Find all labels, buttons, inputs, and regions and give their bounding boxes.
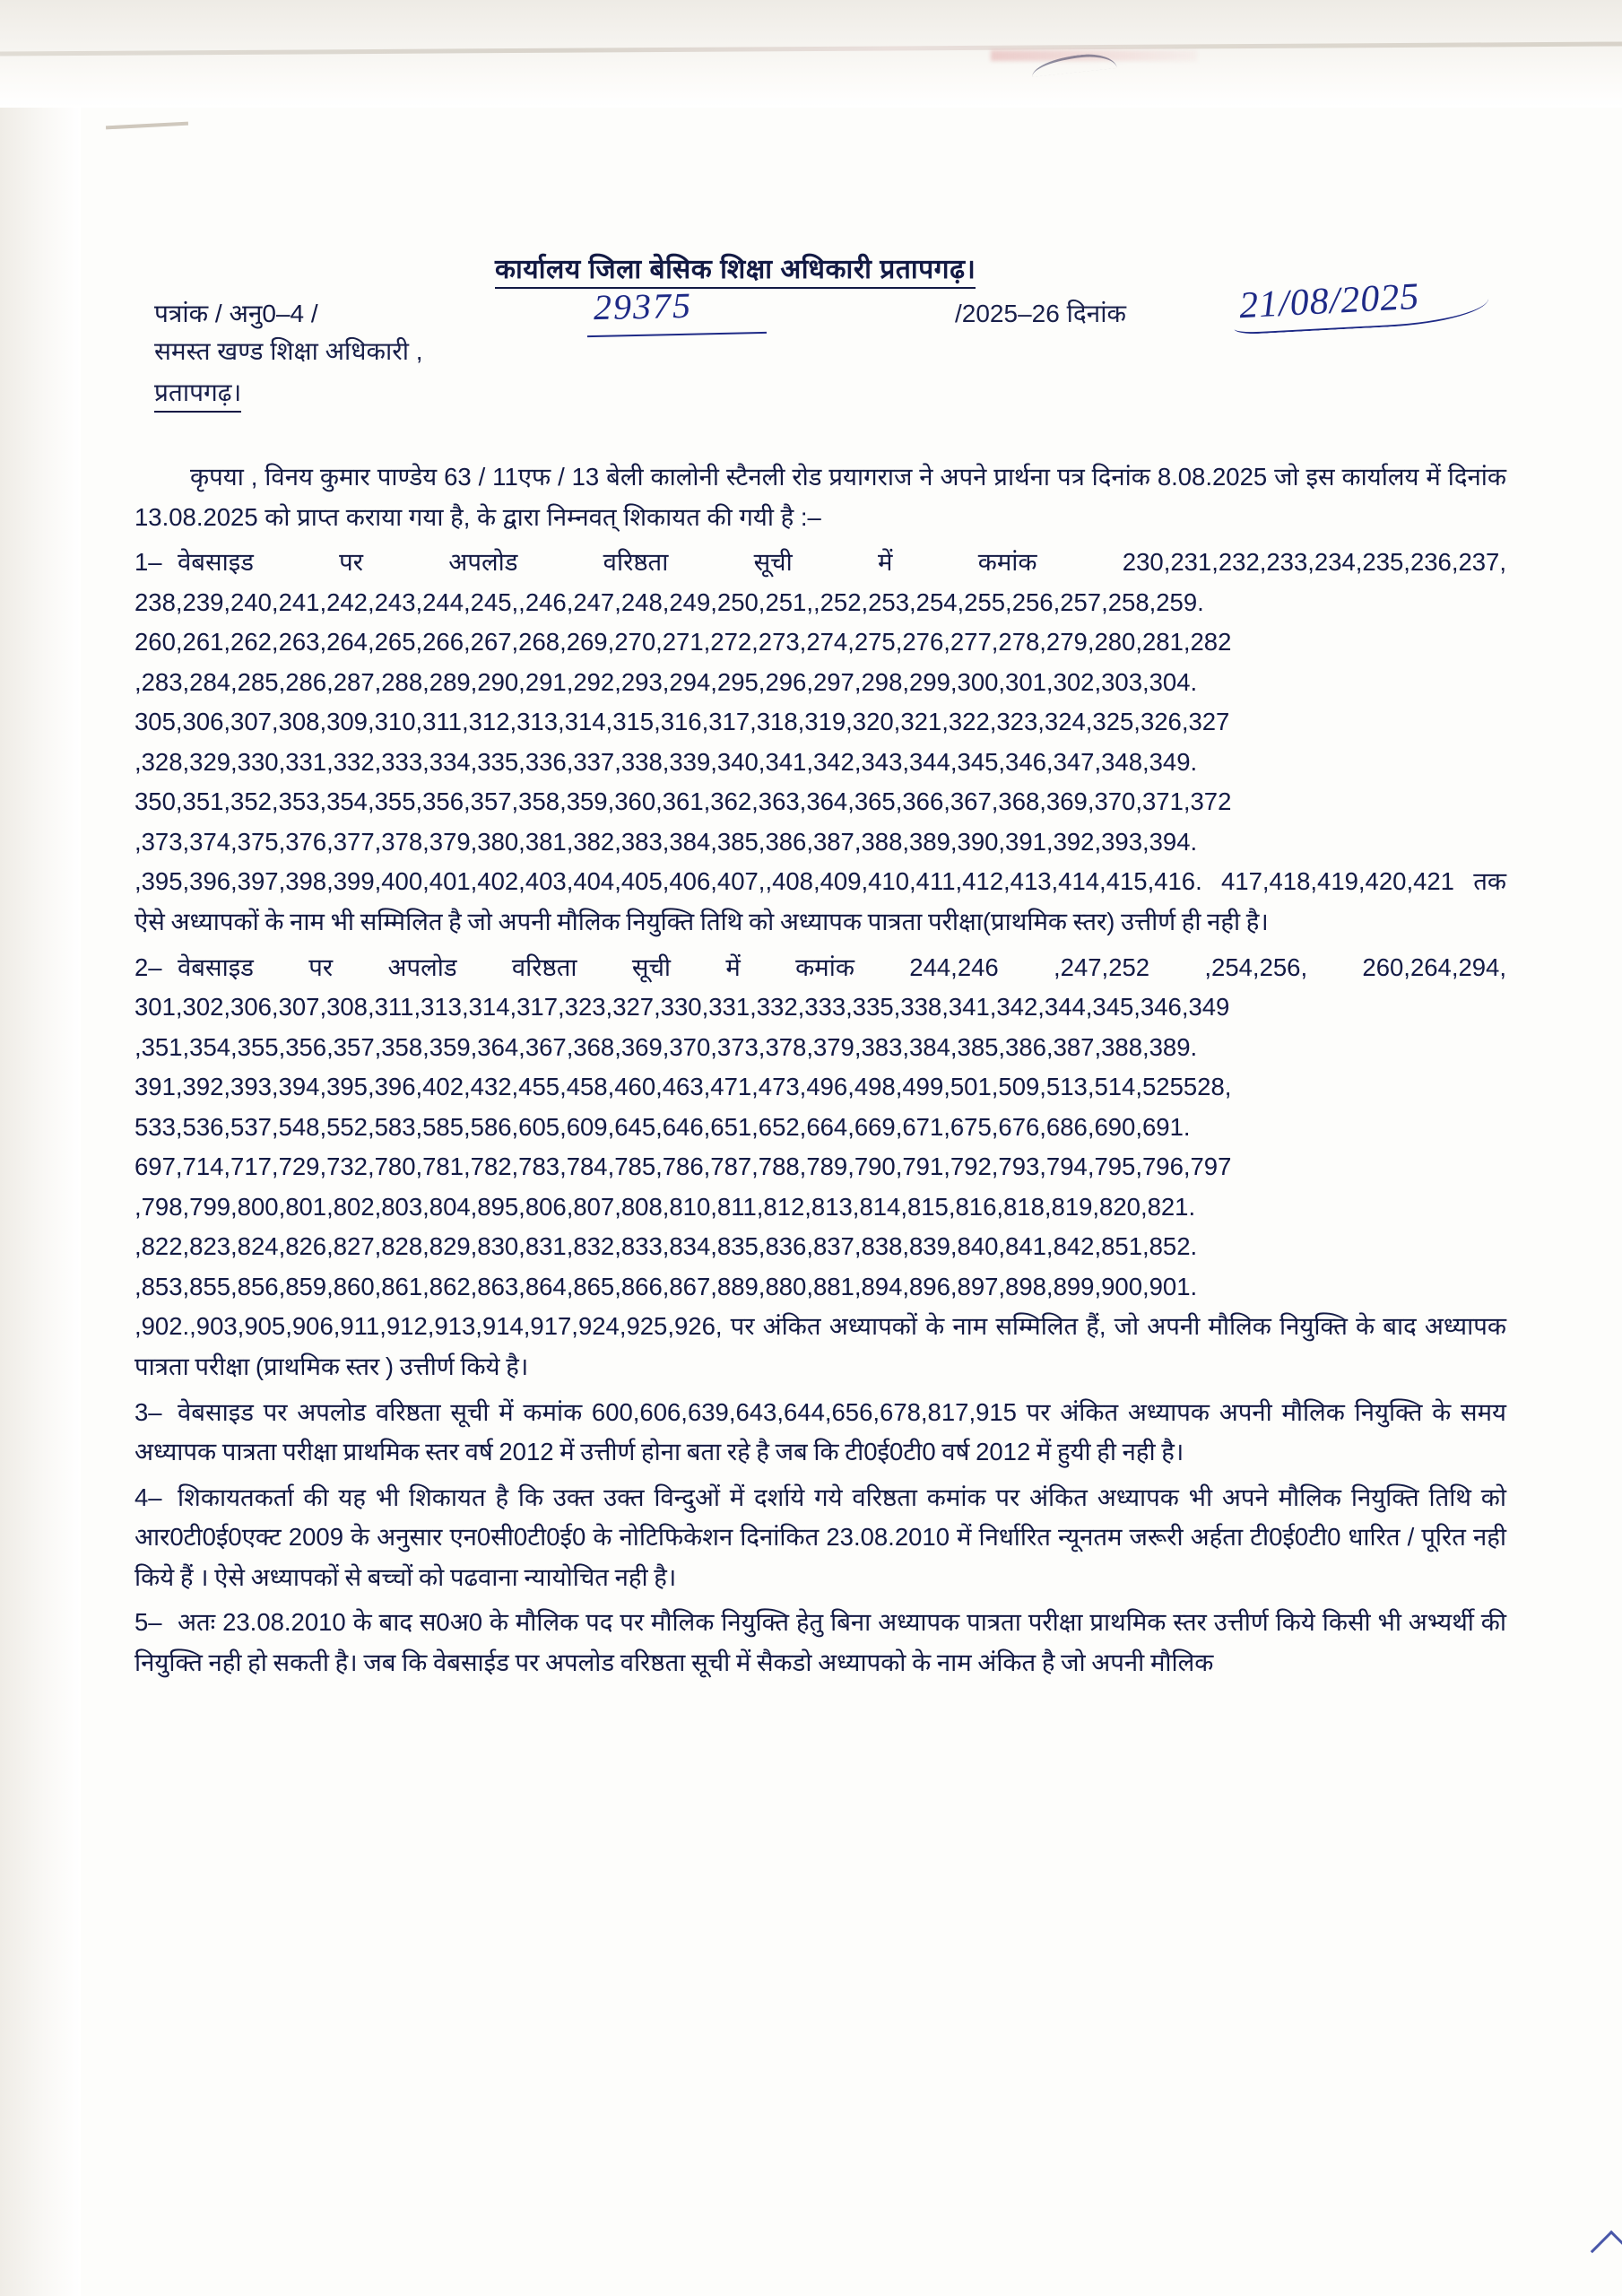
reference-date-handwritten: 21/08/2025 — [1237, 275, 1421, 327]
item-1-text: वेबसाइड पर अपलोड वरिष्ठता सूची में कमांक 230,231,232,233,234,235,236,237, 238,239,240,241,242,243,244,245,,246,247,248,249,250,251,,252,253,254,255,256,257,258,259. 260,261,262,263,264,265,266,267,268,269,270,271,272,273,274,275,276,277,278,279,280,281,282 ,283,284,285,286,287,288,289,290,291,292,293,294,295,296,297,298,299,300,301,302,303,304. 305,306,307,308,309,310,311,312,313,314,315,316,317,318,319,320,321,322,323,324,325,326,327 ,328,329,330,331,332,333,334,335,336,337,338,339,340,341,342,343,344,345,346,347,348,349. 350,351,352,353,354,355,356,357,358,359,360,361,362,363,364,365,366,367,368,369,370,371,372 ,373,374,375,376,377,378,379,380,381,382,383,384,385,386,387,388,389,390,391,392,393,394. ,395,396,397,398,399,400,401,402,403,404,405,406,407,,408,409,410,411,412,413,414,415,416. 417,418,419,420,421 तक ऐसे अध्यापकों के नाम भी सम्मिलित है जो अपनी मौलिक नियुक्ति तिथि को अध्यापक पात्रता परीक्षा(प्राथमिक स्तर) उत्तीर्ण ही नही है। — [134, 548, 1506, 936]
complaint-item-3 — [134, 1393, 1506, 1473]
reference-number-handwritten: 29375 — [593, 284, 693, 328]
item-1-label: 1– — [134, 548, 162, 577]
office-title-text: कार्यालय जिला बेसिक शिक्षा अधिकारी प्रतापगढ़। — [495, 255, 976, 289]
page-bottom-caret-mark — [1591, 2231, 1622, 2274]
complaint-item-4 — [134, 1478, 1506, 1598]
item-5-label: 5– — [134, 1608, 162, 1637]
addressee-line-2: प्रतापगढ़। — [154, 375, 241, 413]
addressee-line-1: समस्त खण्ड शिक्षा अधिकारी , — [154, 337, 423, 365]
reference-label: पत्रांक / अनु0–4 / — [154, 300, 318, 327]
complaint-item-5 — [134, 1603, 1506, 1683]
complaint-item-2 — [134, 948, 1506, 1387]
complaint-item-1 — [134, 543, 1506, 942]
item-5-text: अतः 23.08.2010 के बाद स0अ0 के मौलिक पद पर मौलिक नियुक्ति हेतु बिना अध्यापक पात्रता परीक्षा प्राथमिक स्तर उत्तीर्ण किये किसी भी अभ्यर्थी की नियुक्ति नही हो सकती है। जब कि वेबसाईड पर अपलोड वरिष्ठता सूची में सैकडो अध्यापको के नाम अंकित है जो अपनी मौलिक — [134, 1608, 1506, 1676]
item-4-label: 4– — [134, 1483, 162, 1511]
item-2-label: 2– — [134, 952, 162, 981]
item-2-text: वेबसाइड पर अपलोड वरिष्ठता सूची में कमांक 244,246 ,247,252 ,254,256, 260,264,294, 301,302,306,307,308,311,313,314,317,323,327,330,331,332,333,335,338,341,342,344,345,346,349 ,351,354,355,356,357,358,359,364,367,368,369,370,373,378,379,383,384,385,386,387,388,389. 391,392,393,394,395,396,402,432,455,458,460,463,471,473,496,498,499,501,509,513,514,525528, 533,536,537,548,552,583,585,586,605,609,645,646,651,652,664,669,671,675,676,686,690,691. 697,714,717,729,732,780,781,782,783,784,785,786,787,788,789,790,791,792,793,794,795,796,797 ,798,799,800,801,802,803,804,895,806,807,808,810,811,812,813,814,815,816,818,819,820,821. ,822,823,824,826,827,828,829,830,831,832,833,834,835,836,837,838,839,840,841,842,851,852. ,853,855,856,859,860,861,862,863,864,865,866,867,889,880,881,894,896,897,898,899,900,901. ,902.,903,905,906,911,912,913,914,917,924,925,926, पर अंकित अध्यापकों के नाम सम्मिलित हैं, जो अपनी मौलिक नियुक्ति के बाद अध्यापक पात्रता परीक्षा (प्राथमिक स्तर ) उत्तीर्ण किये है। — [134, 952, 1506, 1381]
reference-year-label: /2025–26 दिनांक — [955, 300, 1126, 327]
item-3-label: 3– — [134, 1397, 162, 1426]
letter-body — [134, 457, 1506, 1688]
item-3-text: वेबसाइड पर अपलोड वरिष्ठता सूची में कमांक 600,606,639,643,644,656,678,817,915 पर अंकित अध्यापक अपनी मौलिक नियुक्ति के समय अध्यापक पात्रता परीक्षा प्राथमिक स्तर वर्ष 2012 में उत्तीर्ण होना बता रहे है जब कि टी0ई0टी0 वर्ष 2012 में हुयी ही नही है। — [134, 1397, 1506, 1466]
item-4-text: शिकायतकर्ता की यह भी शिकायत है कि उक्त उक्त विन्दुओं में दर्शाये गये वरिष्ठता कमांक पर अंकित अध्यापक भी अपने मौलिक नियुक्ति तिथि को आर0टी0ई0एक्ट 2009 के अनुसार एन0सी0टी0ई0 के नोटिफिकेशन दिनांकित 23.08.2010 में निर्धारित न्यूनतम जरूरी अर्हता टी0ई0टी0 धारित / पूरित नही किये हैं । ऐसे अध्यापकों से बच्चों को पढवाना न्यायोचित नही है। — [134, 1483, 1506, 1591]
reference-number-underline — [587, 332, 767, 337]
intro-paragraph: कृपया , विनय कुमार पाण्डेय 63 / 11एफ / 13 बेली कालोनी स्टैनली रोड प्रयागराज ने अपने प्रार्थना पत्र दिनांक 8.08.2025 जो इस कार्यालय में दिनांक 13.08.2025 को प्राप्त कराया गया है, के द्वारा निम्नवत् शिकायत की गयी है :– — [134, 463, 1506, 531]
office-title — [495, 249, 976, 286]
